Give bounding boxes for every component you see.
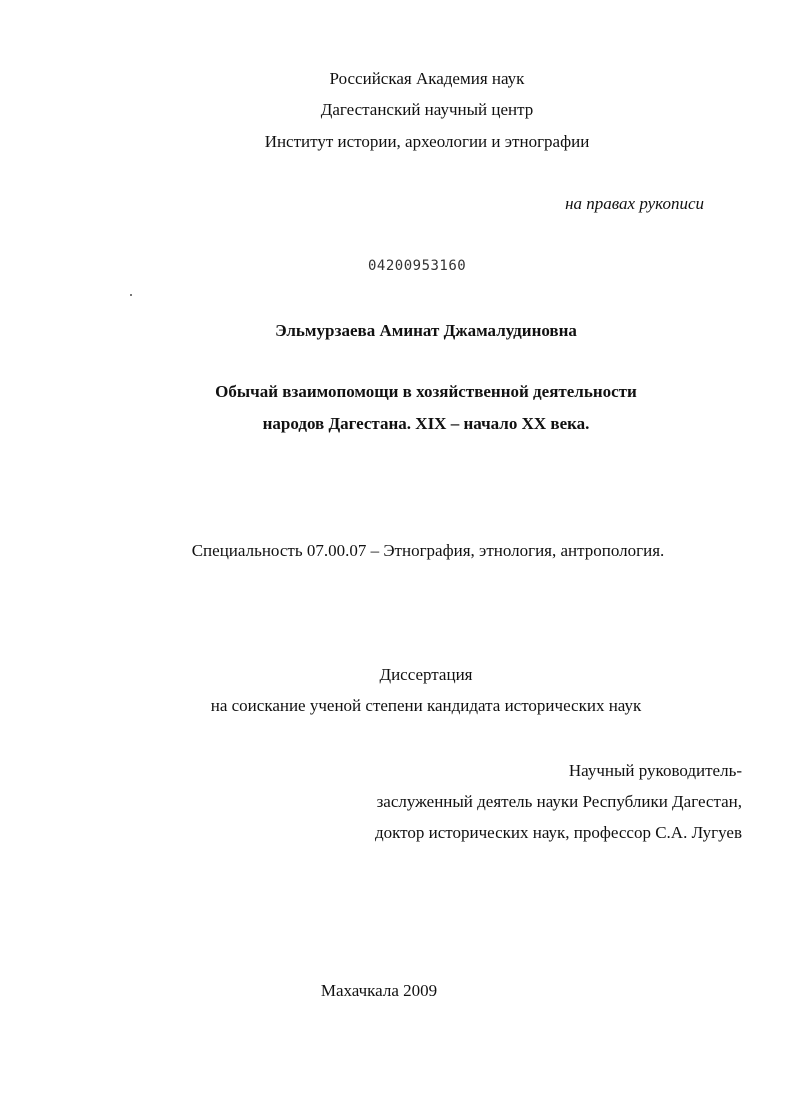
author-name: Эльмурзаева Аминат Джамалудиновна [275, 321, 577, 340]
thesis-degree: на соискание ученой степени кандидата исторических наук [210, 696, 642, 715]
specialty-line: Специальность 07.00.07 – Этнография, этнология, антропология. [191, 541, 665, 560]
supervisor-title: заслуженный деятель науки Республики Дагестан, [376, 792, 742, 811]
academy-name: Российская Академия наук [329, 69, 525, 88]
place-year: Махачкала 2009 [320, 981, 438, 1000]
thesis-type: Диссертация [379, 665, 473, 684]
manuscript-note: на правах рукописи [565, 194, 704, 213]
supervisor-name: доктор исторических наук, профессор С.А. Лугуев [374, 823, 742, 842]
registration-stamp: 04200953160 [368, 258, 467, 274]
supervisor-heading: Научный руководитель- [568, 761, 742, 780]
scan-speck [130, 294, 132, 296]
institute-name: Институт истории, археологии и этнографии [264, 132, 590, 151]
scientific-center-name: Дагестанский научный центр [320, 100, 534, 119]
thesis-title-line-2: народов Дагестана. XIX – начало XX века. [262, 414, 590, 433]
thesis-title-line-1: Обычай взаимопомощи в хозяйственной деятельности [215, 382, 637, 401]
